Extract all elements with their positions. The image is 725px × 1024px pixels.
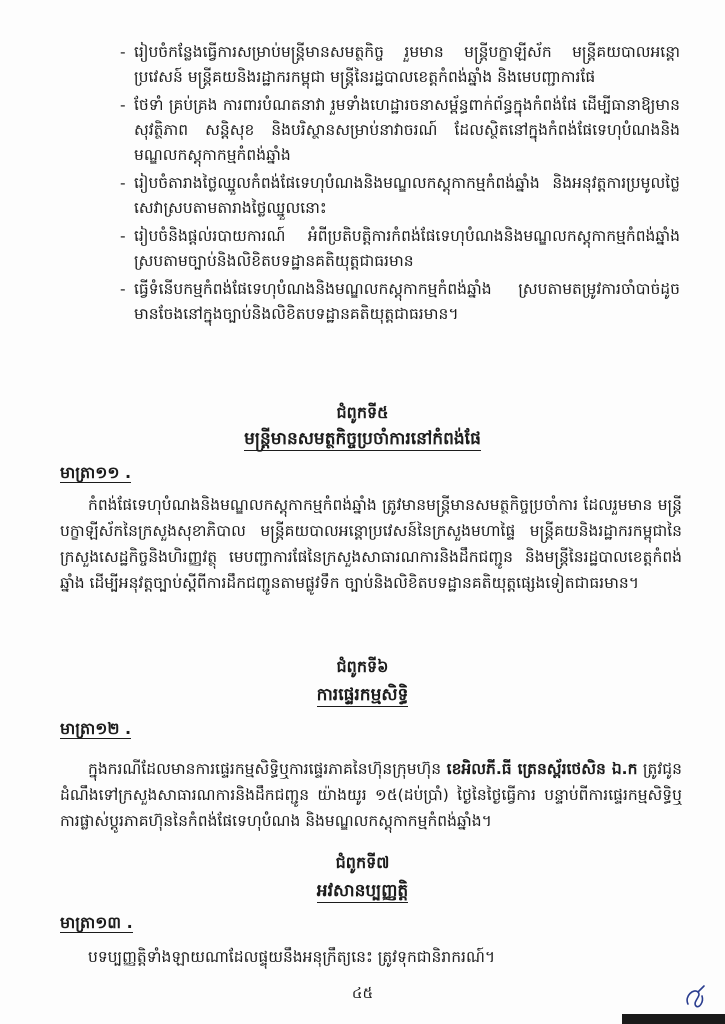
dash-marker: - — [120, 280, 126, 298]
company-name: ខេអិលភី.ធី ត្រេនស្ព័រថេសិន ឯ.ក — [446, 760, 638, 778]
list-item-text: រៀបចំតារាងថ្លៃឈ្នួលកំពង់ផែទេហុបំណងនិងមណ្ឌលកស្តុកាកម្មកំពង់ឆ្នាំង និងអនុវត្តការប្រមូលថ្លៃសេវាស្របតាមតារាងថ្លៃឈ្នួលនោះ — [134, 174, 680, 217]
article-12-label — [60, 718, 131, 742]
article-12-text — [60, 756, 682, 834]
article-11-label-text: មាត្រា១១ . — [60, 463, 132, 482]
chapter-7-number: ជំពូកទី៧ — [335, 853, 390, 872]
signature-icon — [680, 982, 710, 1012]
article-13-text: បទប្បញ្ញត្តិទាំងឡាយណាដែលផ្ទុយនឹងអនុក្រឹត្យនេះ ត្រូវទុកជានិរាករណ៍។ — [88, 948, 496, 966]
list-item — [120, 171, 680, 221]
list-item — [120, 40, 680, 90]
chapter-5-title — [0, 428, 725, 453]
dash-marker: - — [120, 43, 126, 61]
dash-marker: - — [120, 227, 126, 245]
list-item-text: ថែទាំ គ្រប់គ្រង ការពារបំណតនាវា រួមទាំងហេដ្ឋារចនាសម្ព័ន្ធពាក់ព័ន្ធក្នុងកំពង់ផែ ដើម្បីធានាឱ្យមានសុវត្ថិភាព សន្តិសុខ និងបរិស្ថានសម្រាប់នាវាចរណ៍ ដែលស្ថិតនៅក្នុងកំពង់ផែទេហុបំណងនិងមណ្ឌលកស្តុកាកម្មកំពង់ឆ្នាំង — [134, 96, 680, 164]
list-item-text: រៀបចំនិងផ្តល់របាយការណ៍ អំពីប្រតិបត្តិការកំពង់ផែទេហុបំណងនិងមណ្ឌលកស្តុកាកម្មកំពង់ឆ្នាំង ស្របតាមច្បាប់និងលិខិតបទដ្ឋានគតិយុត្តជាធរមាន — [134, 227, 680, 270]
chapter-5-title-text: មន្ត្រីមានសមត្ថកិច្ចប្រចាំការនៅកំពង់ផែ — [244, 429, 481, 449]
list-item-text: ធ្វើទំនើបកម្មកំពង់ផែទេហុបំណងនិងមណ្ឌលកស្តុកាកម្មកំពង់ឆ្នាំង ស្របតាមតម្រូវការចាំបាច់ដូចមានចែងនៅក្នុងច្បាប់និងលិខិតបទដ្ឋានគតិយុត្តជាធរមាន។ — [134, 280, 680, 323]
bullet-list — [120, 40, 680, 330]
article-12-text-after: ត្រូវជូនដំណឹងទៅក្រសួងសាធារណការនិងដឹកជញ្ជូន យ៉ាងយូរ ១៥(ដប់ប្រាំ) ថ្ងៃនៃថ្ងៃធ្វើការ បន្ទាប់ពីការផ្ទេរកម្មសិទ្ធិឬការផ្លាស់ប្តូរភាគហ៊ុននៃកំពង់ផែទេហុបំណង និងមណ្ឌលកស្តុកាកម្មកំពង់ឆ្នាំង។ — [60, 760, 682, 830]
scan-edge-mark — [622, 1014, 725, 1024]
article-11-label — [60, 462, 131, 486]
dash-marker: - — [120, 174, 126, 192]
list-item-text: រៀបចំកន្លែងធ្វើការសម្រាប់មន្ត្រីមានសមត្ថកិច្ច រួមមាន មន្ត្រីបក្ខាឡីស័ក មន្ត្រីគយបាលអន្តោប្រវេសន៍ មន្ត្រីគយនិងរដ្ឋាករកម្ពុជា មន្ត្រីនៃរដ្ឋបាលខេត្តកំពង់ឆ្នាំង និងមេបញ្ជាការផែ — [134, 43, 680, 86]
article-12-label-text: មាត្រា១២ . — [60, 719, 132, 738]
article-13-label — [60, 912, 133, 936]
list-item — [120, 224, 680, 274]
article-11-text: កំពង់ផែទេហុបំណងនិងមណ្ឌលកស្តុកាកម្មកំពង់ឆ្នាំង ត្រូវមានមន្ត្រីមានសមត្ថកិច្ចប្រចាំការ ដែលរួមមាន មន្ត្រីបក្ខាឡីស័កនៃក្រសួងសុខាភិបាល មន្ត្រីគយបាលអន្តោប្រវេសន៍នៃក្រសួងមហាផ្ទៃ មន្ត្រីគយនិងរដ្ឋាករកម្ពុជានៃក្រសួងសេដ្ឋកិច្ចនិងហិរញ្ញវត្ថុ មេបញ្ជាការផែនៃក្រសួងសាធារណការនិងដឹកជញ្ជូន និងមន្ត្រីនៃរដ្ឋបាលខេត្តកំពង់ឆ្នាំង ដើម្បីអនុវត្តច្បាប់ស្តីពីការដឹកជញ្ជូនតាមផ្លូវទឹក ច្បាប់និងលិខិតបទដ្ឋានគតិយុត្តផ្សេងទៀតជាធរមាន។ — [60, 496, 682, 592]
chapter-5-number: ជំពូកទី៥ — [336, 403, 389, 422]
chapter-7-title-text: អវសានប្បញ្ញត្តិ — [316, 881, 409, 901]
chapter-6-number: ជំពូកទី៦ — [336, 657, 389, 676]
article-13-label-text: មាត្រា១៣ . — [60, 913, 133, 932]
page-number: ៤៥ — [351, 984, 374, 1002]
list-item — [120, 277, 680, 327]
chapter-6-title — [0, 684, 725, 709]
chapter-7-title — [0, 880, 725, 905]
chapter-6-title-text: ការផ្ទេរកម្មសិទ្ធិ — [316, 685, 409, 705]
dash-marker: - — [120, 96, 126, 114]
list-item — [120, 93, 680, 168]
article-12-text-before: ក្នុងករណីដែលមានការផ្ទេរកម្មសិទ្ធិឬការផ្ទេរភាគនៃហ៊ុនក្រុមហ៊ុន — [88, 760, 447, 778]
